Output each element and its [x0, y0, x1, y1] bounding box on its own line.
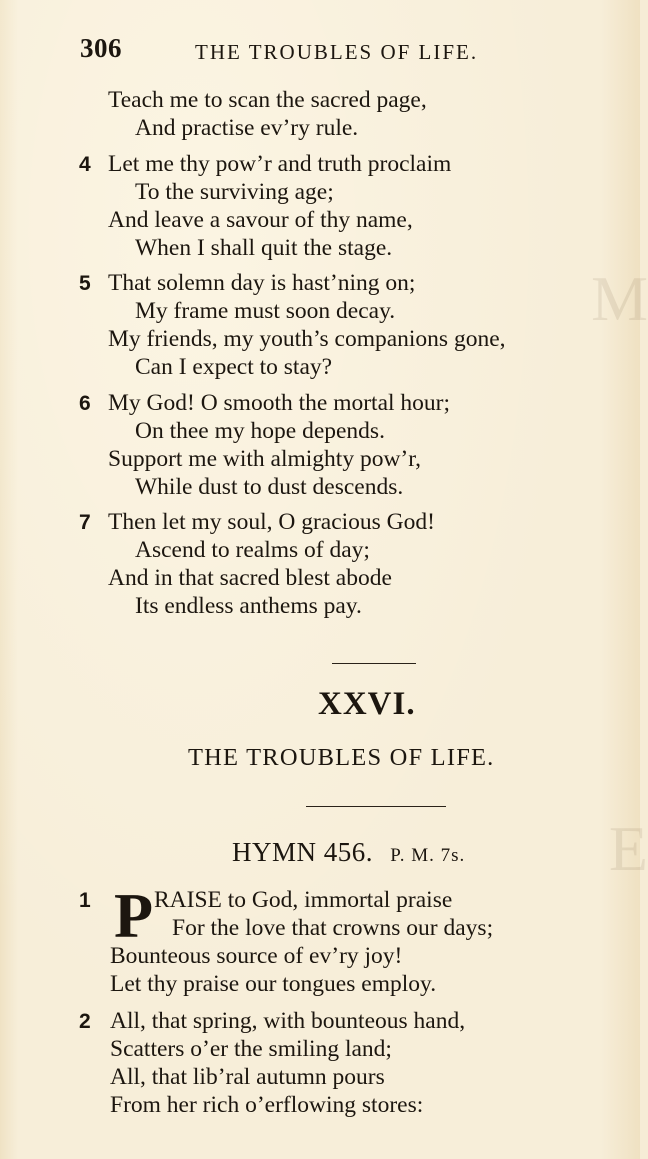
- verse-line: For the love that crowns our days;: [172, 915, 494, 941]
- section-number: XXVI.: [318, 686, 416, 722]
- verse-number: 2: [79, 1010, 91, 1033]
- show-through-letter: M: [591, 263, 648, 334]
- verse-line: And leave a savour of thy name,: [108, 207, 413, 233]
- verse-number: 6: [79, 392, 91, 415]
- show-through-letter: E: [608, 813, 648, 884]
- verse-line: My frame must soon decay.: [135, 298, 396, 324]
- verse-line: All, that spring, with bounteous hand,: [110, 1008, 466, 1034]
- verse-line: To the surviving age;: [135, 179, 334, 205]
- verse-number: 5: [79, 272, 91, 295]
- verse-line: On thee my hope depends.: [135, 418, 385, 444]
- verse-line: RAISE to God, immortal praise: [154, 887, 453, 913]
- verse-line: All, that lib’ral autumn pours: [110, 1064, 385, 1090]
- verse-line: That solemn day is hast’ning on;: [108, 270, 416, 296]
- section-rule: [332, 663, 416, 664]
- verse-line: Its endless anthems pay.: [135, 593, 362, 619]
- verse-line: Ascend to realms of day;: [135, 537, 370, 563]
- verse-line: While dust to dust descends.: [135, 474, 404, 500]
- verse-line: From her rich o’erflowing stores:: [110, 1092, 424, 1118]
- hymn-meter: P. M. 7s.: [390, 845, 466, 866]
- hymn-number: HYMN 456.: [232, 837, 374, 867]
- verse-line: And in that sacred blest abode: [108, 565, 392, 591]
- verse-line: When I shall quit the stage.: [135, 235, 393, 261]
- drop-cap: P: [114, 880, 154, 951]
- title-rule: [306, 806, 446, 807]
- verse-line: Then let my soul, O gracious God!: [108, 509, 435, 535]
- section-title: THE TROUBLES OF LIFE.: [188, 744, 495, 771]
- verse-number: 7: [79, 511, 91, 534]
- page-number: 306: [80, 33, 122, 63]
- verse-line: Let thy praise our tongues employ.: [110, 971, 437, 997]
- verse-number: 4: [79, 153, 91, 176]
- verse-line: Let me thy pow’r and truth proclaim: [108, 151, 452, 177]
- running-title: THE TROUBLES OF LIFE.: [195, 40, 479, 64]
- verse-line: My God! O smooth the mortal hour;: [108, 390, 451, 416]
- verse-number: 1: [79, 889, 91, 912]
- verse-line: My friends, my youth’s companions gone,: [108, 326, 506, 352]
- verse-line: Support me with almighty pow’r,: [108, 446, 422, 472]
- verse-line: Scatters o’er the smiling land;: [110, 1036, 392, 1062]
- verse-line: Teach me to scan the sacred page,: [108, 87, 427, 113]
- verse-line: Bounteous source of ev’ry joy!: [110, 943, 403, 969]
- verse-line: Can I expect to stay?: [135, 354, 333, 380]
- hymn-heading: [232, 838, 465, 870]
- verse-line: And practise ev’ry rule.: [135, 115, 359, 141]
